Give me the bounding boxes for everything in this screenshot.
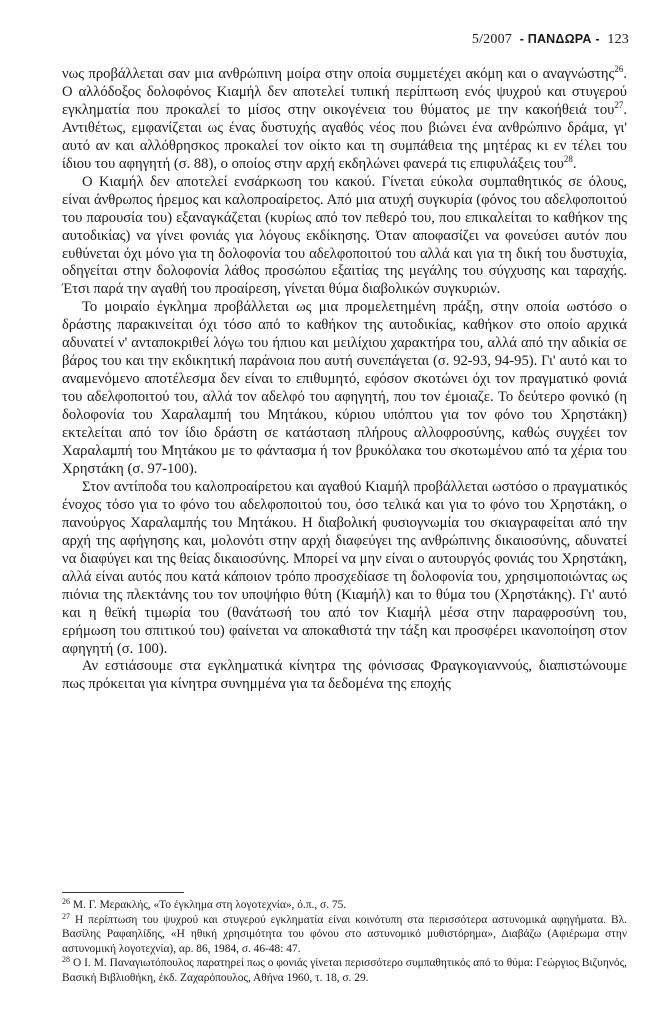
paragraph: Αν εστιάσουμε στα εγκληματικά κίνητρα της φόνισσας Φραγκογιαννούς, διαπιστώνουμε πως πρόκειται για κίνητρα συνημμένα για τα δεδομένα της εποχής	[62, 658, 627, 693]
paragraph: Ο Κιαμήλ δεν αποτελεί ενσάρκωση του κακού. Γίνεται εύκολα συμπαθητικός σε όλους, είναι άνθρωπος ήρεμος και καλοπροαίρετος. Από μια ατυχή συγκυρία (φόνος του αδελφοποιτού του παρουσία του) εξαναγκάζεται (κυρίως από τον πεθερό του, που επικαλείται το καθήκον της αυτοδικίας) να γίνει φονιάς για λόγους εκδίκησης. Όταν αποφασίζει να φονεύσει αυτόν που ευθύνεται όχι μόνο για τη δολοφονία του αδελφοποιτού του αλλά και για τη δική του δυστυχία, οδηγείται στην δολοφονία λάθος προσώπου εξαιτίας της μεγάλης του σύγχυσης και ταραχής. Έτσι παρά την αγαθή του προαίρεση, γίνεται θύμα διαβολικών συγκυριών.	[62, 173, 627, 298]
paragraph-text: νως προβάλλεται σαν μια ανθρώπινη μοίρα στην οποία συμμετέχει ακόμη και ο αναγνώστης	[62, 66, 615, 82]
footnotes	[62, 898, 627, 986]
footnote-number: 26	[62, 897, 70, 906]
paragraph: Στον αντίποδα του καλοπροαίρετου και αγαθού Κιαμήλ προβάλλεται ωστόσο ο πραγματικός ένοχος τόσο για το φόνο του αδελφοποιτού του, όσο τελικά και για το φόνο του Χρηστάκη, ο πανούργος Χαραλαμπής του Μητάκου. Η διαβολική φυσιογνωμία του σκιαγραφείται από την αρχή της αφήγησης και, μολονότι στην αρχή διαφεύγει της ανθρώπινης δικαιοσύνης, αδυνατεί να διαφύγει και της θείας δικαιοσύνης. Μπορεί να μην είναι ο αυτουργός φονιάς του Χρηστάκη, αλλά είναι αυτός που κατά κάποιον τρόπο προσχεδίασε τη δολοφονία του, χρησιμοποιώντας ως πιόνια της πλεκτάνης του τον υποψήφιο θύτη (Κιαμήλ) και το θύμα του (Χρηστάκης). Γι' αυτό και η θεϊκή τιμωρία του (θανάτωσή του από τον Κιαμήλ μέσα στην παραφροσύνη του, ερήμωση του σπιτικού του) φαίνεται να αποκαθιστά την τάξη και προσφέρει ικανοποίηση στον αφηγητή (σ. 100).	[62, 478, 627, 657]
footnote-separator	[62, 892, 184, 893]
paragraph-text: . Ο αλλόδοξος δολοφόνος Κιαμήλ δεν αποτελεί τυπική περίπτωση ενός ψυχρού και στυγερού εγκληματία που προκαλεί το μίσος στην οικογένεια του θύματος με την κακοήθειά του	[62, 66, 627, 118]
paragraph: Το μοιραίο έγκλημα προβάλλεται ως μια προμελετημένη πράξη, στην οποία ωστόσο ο δράστης παρακινείται όχι τόσο από το καθήκον της αυτοδικίας, καθήκον στο οποίο αρχικά αδυνατεί ν' ανταποκριθεί λόγω του ήπιου και μειλίχιου χαρακτήρα του, αλλά από την αδικία σε βάρος του και την εκδικητική παράνοια που αυτή συνεπάγεται (σ. 92-93, 94-95). Γι' αυτό και το αναμενόμενο αποτέλεσμα δεν είναι το επιθυμητό, εφόσον σκοτώνει όχι τον πραγματικό φονιά του αδελφοποιτού του, αλλά τον αδελφό του αφηγητή, που τον έμοιαζε. Το δεύτερο φονικό (η δολοφονία του Χαραλαμπή του Μητάκου, κύριου υπόπτου για τον φόνο του Χρηστάκη) εκτελείται από τον ίδιο δράστη σε κατάσταση πλήρους αλλοφροσύνης, καθώς συγχέει τον Χαραλαμπή του Μητάκου με το φάντασμα ή τον βρυκόλακα του σκοτωμένου από τα χέρια του Χρηστάκη (σ. 97-100).	[62, 299, 627, 477]
paragraph-continued	[62, 66, 627, 174]
footnote-reference: 27	[614, 99, 624, 110]
page-number: 123	[607, 32, 629, 47]
footnote	[62, 898, 627, 913]
footnote-text: Μ. Γ. Μερακλής, «Το έγκλημα στη λογοτεχνία», ό.π., σ. 75.	[72, 899, 347, 911]
paragraph-text: . Αντιθέτως, εμφανίζεται ως ένας δυστυχής αγαθός νέος που βιώνει ένα ανθρώπινο δράμα, γι' αυτό αν και αλλόθρησκος προκαλεί τον οίκτο και τη συμπάθεια της μητέρας κι εν τέλει του ίδιου του αφηγητή (σ. 88), ο οποίος στην αρχή εκδηλώνει φανερά τις επιφυλάξεις του	[62, 101, 627, 172]
running-header	[472, 32, 629, 48]
issue-number: 5/2007	[471, 32, 512, 47]
journal-title: - ΠΑΝΔΩΡΑ -	[519, 32, 600, 46]
footnote-reference: 26	[614, 64, 624, 74]
body-text	[62, 66, 627, 694]
footnote-number: 27	[62, 911, 70, 921]
footnote	[62, 956, 627, 985]
footnote-text: Η περίπτωση του ψυχρού και στυγερού εγκληματία είναι κοινότυπη στα περισσότερα αστυνομικά αφηγήματα. Βλ. Βασίλης Ραφαηλίδης, «Η ηθική χρησιμότητα του φόνου στο αστυνομικό μυθιστόρημα», Διαβάζω (Αφιέρωμα στην αστυνομική λογοτεχνία), αρ. 86, 1984, σ. 46-48: 47.	[62, 913, 627, 955]
footnote-number: 28	[62, 955, 70, 965]
footnote-reference: 28	[563, 153, 573, 164]
paragraph-text: .	[572, 155, 577, 172]
footnote-text: Ο Ι. Μ. Παναγιωτόπουλος παρατηρεί πως ο φονιάς γίνεται περισσότερο συμπαθητικός από το θύμα: Γεώργιος Βιζυηνός, Βασική Βιβλιοθήκη, έκδ. Ζαχαρόπουλος, Αθήνα 1960, τ. 18, σ. 29.	[62, 957, 627, 984]
footnote	[62, 913, 627, 957]
